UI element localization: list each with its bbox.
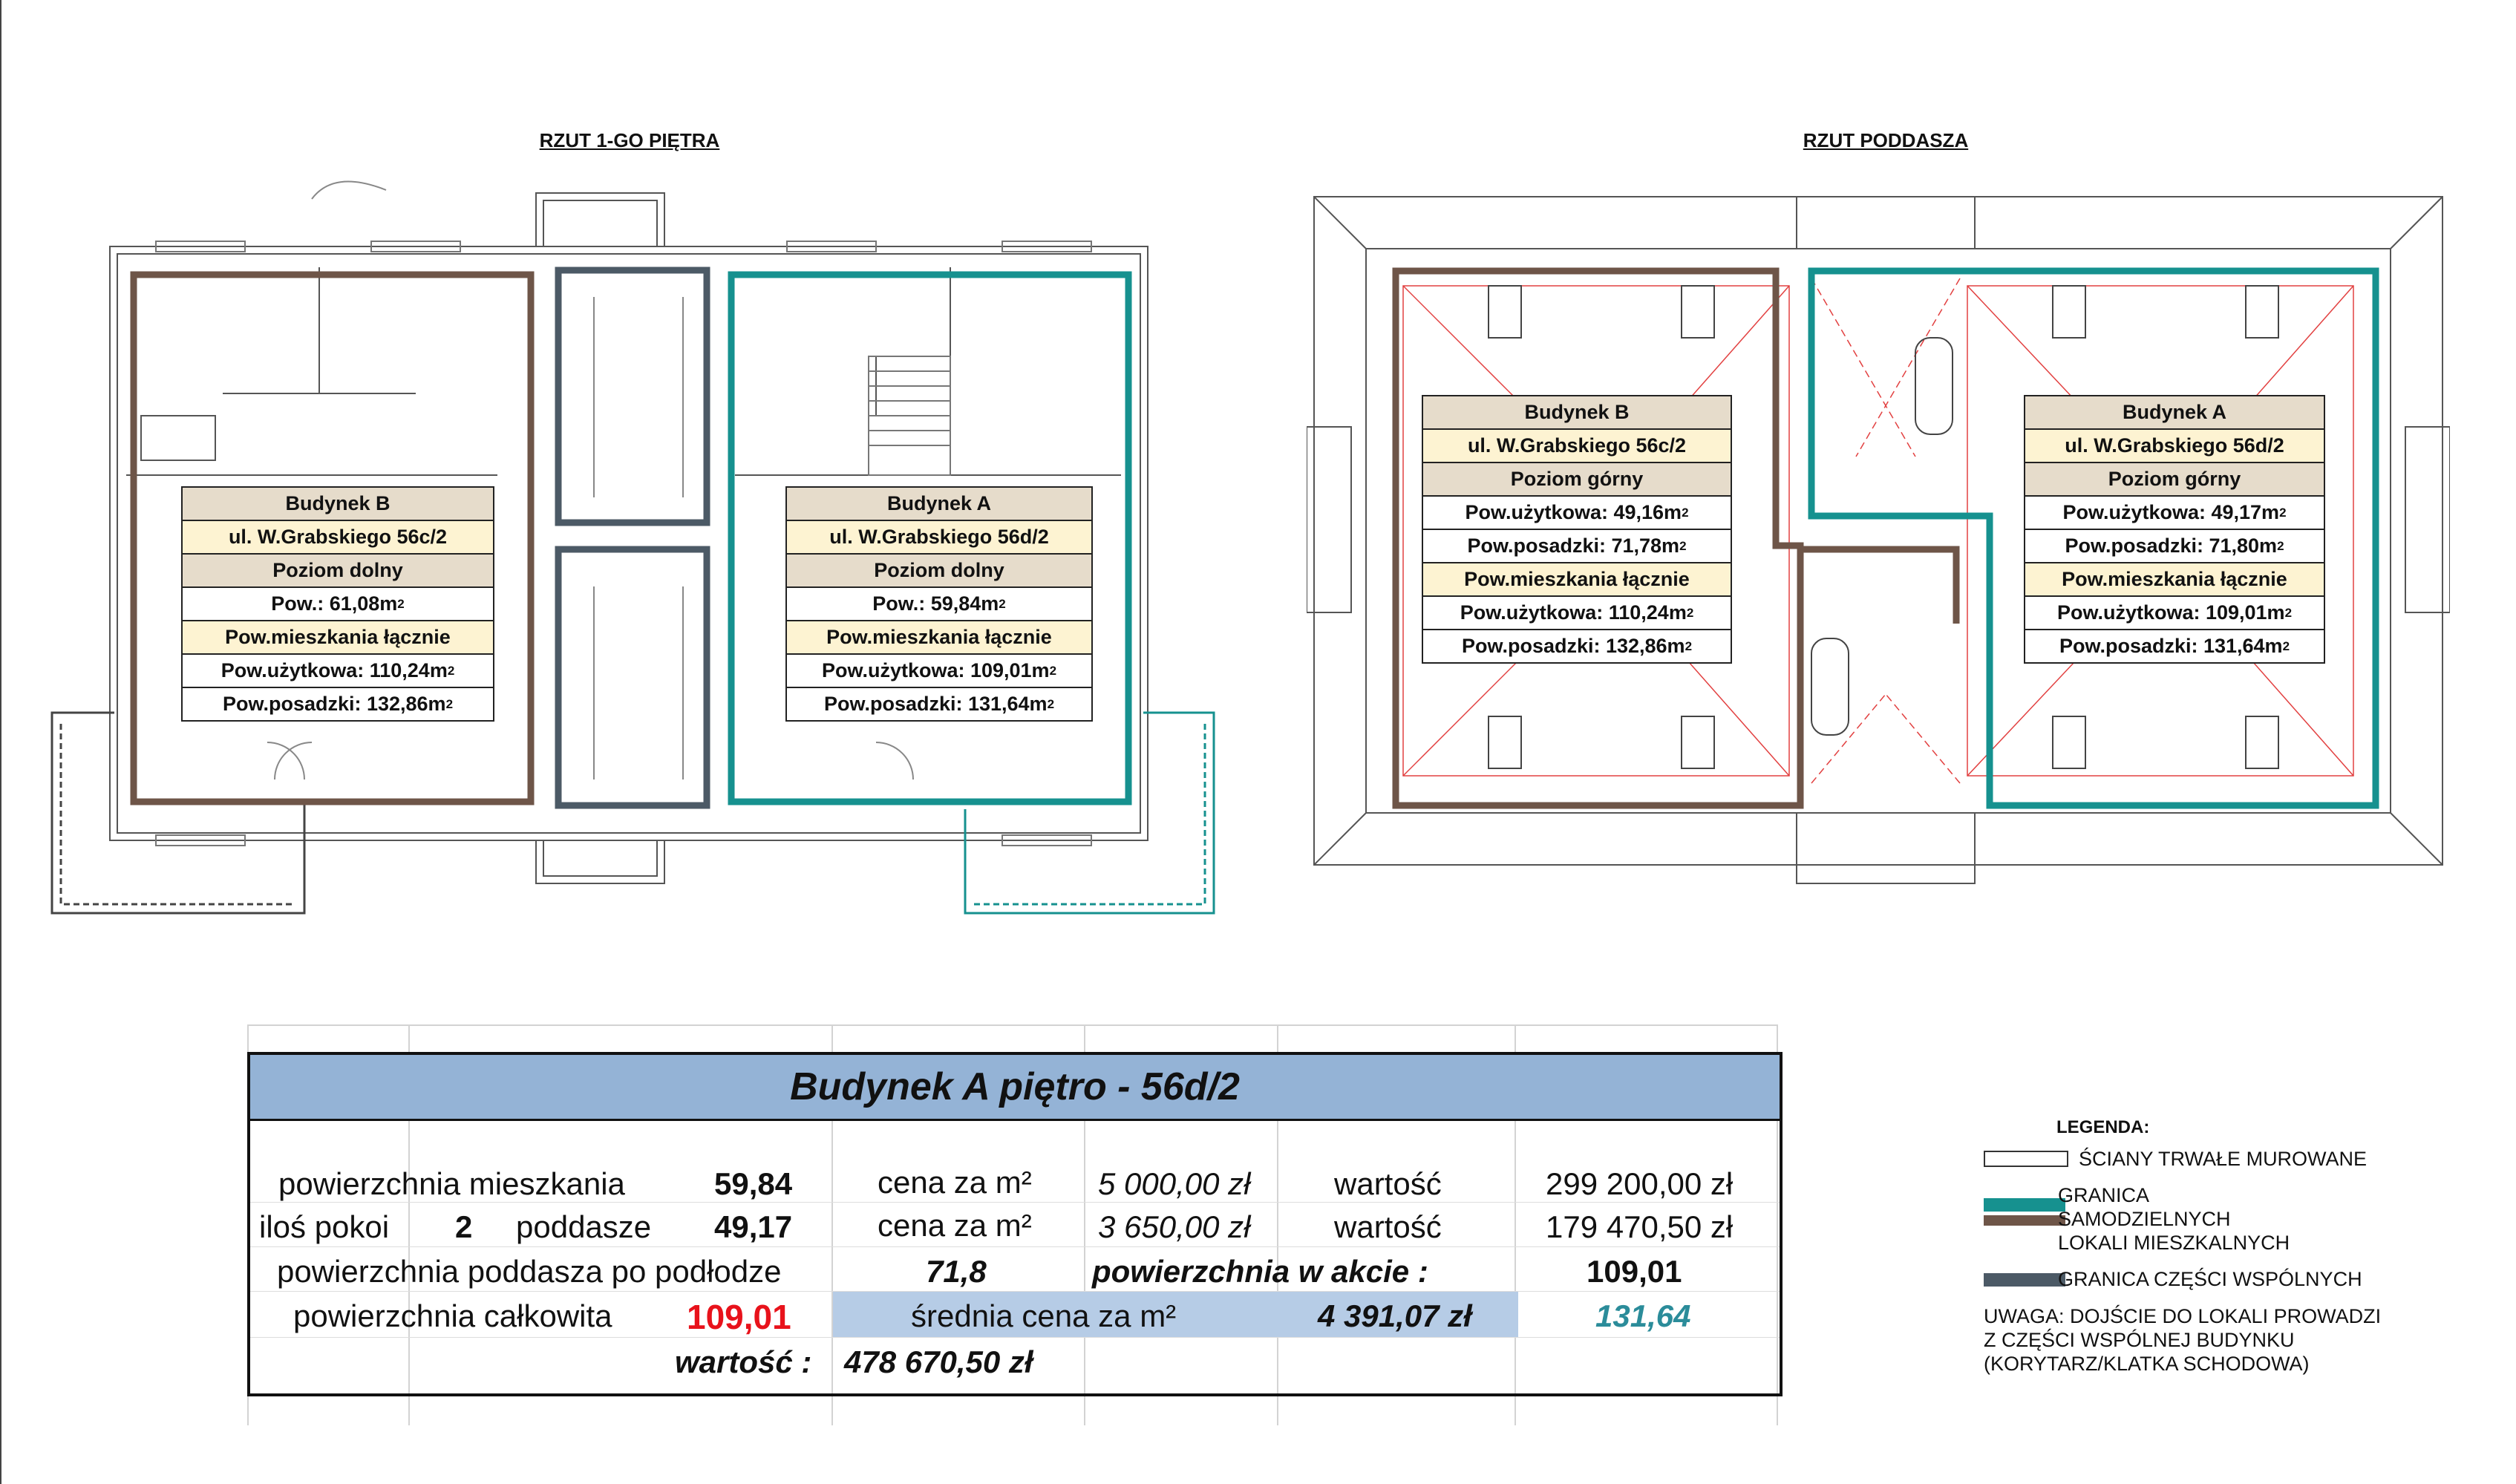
infobox-total-heading-text: Pow.mieszkania łącznie <box>826 626 1052 648</box>
infobox-floor-area <box>787 688 1091 720</box>
infobox-address-text: ul. W.Grabskiego 56d/2 <box>829 526 1049 548</box>
infobox-floor-area-text: Pow.posadzki: 131,64m <box>823 693 1048 715</box>
infobox-usable-attic <box>2025 497 2324 530</box>
sup: 2 <box>1679 538 1687 553</box>
infobox-building-text: Budynek A <box>2122 401 2227 423</box>
sup: 2 <box>1049 663 1057 678</box>
infobox-level-text: Poziom dolny <box>874 559 1004 581</box>
first-floor-title: RZUT 1-GO PIĘTRA <box>539 129 720 151</box>
r1-area: 59,84 <box>714 1166 793 1201</box>
r2-rooms: 2 <box>455 1209 473 1244</box>
r1-price: 5 000,00 zł <box>1098 1166 1251 1201</box>
infobox-usable <box>1423 597 1731 630</box>
infobox-building <box>183 488 493 521</box>
infobox-attic-b <box>1422 395 1732 664</box>
legend-brown-swatch <box>1984 1215 2065 1226</box>
legend-teal-swatch <box>1984 1198 2065 1212</box>
infobox-floor-area-text: Pow.posadzki: 132,86m <box>222 693 446 715</box>
r3-promo-label: powierzchnia w akcie : <box>1092 1254 1428 1289</box>
infobox-area-text: Pow.: 61,08m <box>271 592 398 615</box>
infobox-usable-attic-text: Pow.użytkowa: 49,17m <box>2062 501 2280 523</box>
r2-attic-label: poddasze <box>516 1209 652 1244</box>
infobox-area <box>183 588 493 621</box>
legend-common-swatch <box>1984 1273 2065 1287</box>
grid-line <box>247 1024 1777 1026</box>
sup: 2 <box>1682 505 1689 520</box>
infobox-level <box>1423 463 1731 497</box>
infobox-usable-attic-text: Pow.użytkowa: 49,16m <box>1465 501 1682 523</box>
infobox-address-text: ul. W.Grabskiego 56c/2 <box>228 526 448 548</box>
legend-title: LEGENDA: <box>2056 1117 2150 1137</box>
infobox-address <box>2025 430 2324 463</box>
infobox-area-text: Pow.: 59,84m <box>872 592 999 615</box>
infobox-floor-attic-text: Pow.posadzki: 71,78m <box>1467 535 1680 557</box>
r3-label: powierzchnia poddasza po podłodze <box>277 1254 782 1289</box>
infobox-total-heading <box>2025 563 2324 597</box>
infobox-usable <box>787 655 1091 688</box>
infobox-building-text: Budynek B <box>1524 401 1630 423</box>
r2-price-label: cena za m² <box>878 1208 1032 1243</box>
r4-floor-total: 131,64 <box>1595 1298 1691 1333</box>
infobox-floor-b <box>181 486 494 722</box>
hline <box>250 1337 1780 1338</box>
legend-walls-swatch <box>1984 1151 2068 1167</box>
infobox-total-heading-text: Pow.mieszkania łącznie <box>2062 568 2287 590</box>
infobox-total-heading-text: Pow.mieszkania łącznie <box>1464 568 1690 590</box>
legend-note-2: Z CZĘŚCI WSPÓLNEJ BUDYNKU <box>1984 1329 2295 1351</box>
r2-value: 179 470,50 zł <box>1546 1209 1734 1244</box>
infobox-building-text: Budynek B <box>285 492 391 514</box>
infobox-total-heading <box>787 621 1091 655</box>
sup: 2 <box>999 596 1006 611</box>
infobox-attic-a <box>2024 395 2325 664</box>
infobox-floor-a <box>785 486 1093 722</box>
r4-total: 109,01 <box>687 1298 791 1336</box>
infobox-usable <box>2025 597 2324 630</box>
r5-label: wartość : <box>675 1344 812 1379</box>
sup: 2 <box>1685 638 1693 653</box>
r2-price: 3 650,00 zł <box>1098 1209 1251 1244</box>
sup: 2 <box>445 696 454 711</box>
infobox-usable-text: Pow.użytkowa: 110,24m <box>1460 601 1687 624</box>
infobox-floor-attic-text: Pow.posadzki: 71,80m <box>2065 535 2278 557</box>
infobox-usable-attic <box>1423 497 1731 530</box>
infobox-usable <box>183 655 493 688</box>
legend-boundary-1: GRANICA <box>2058 1184 2150 1206</box>
infobox-building-text: Budynek A <box>886 492 992 514</box>
r4-avg: 4 391,07 zł <box>1318 1298 1472 1333</box>
r1-label: powierzchnia mieszkania <box>278 1166 625 1201</box>
infobox-level <box>787 555 1091 588</box>
legend-common: GRANICA CZĘŚCI WSPÓLNYCH <box>2058 1268 2362 1290</box>
sup: 2 <box>397 596 405 611</box>
sup: 2 <box>2284 605 2293 620</box>
sup: 2 <box>1047 696 1055 711</box>
infobox-level <box>183 555 493 588</box>
infobox-level-text: Poziom górny <box>2108 468 2241 490</box>
legend-note-1: UWAGA: DOJŚCIE DO LOKALI PROWADZI <box>1984 1305 2382 1327</box>
infobox-usable-text: Pow.użytkowa: 109,01m <box>821 659 1050 681</box>
infobox-area <box>787 588 1091 621</box>
r1-price-label: cena za m² <box>878 1165 1032 1200</box>
infobox-floor-area <box>1423 630 1731 662</box>
infobox-level <box>2025 463 2324 497</box>
r5-value: 478 670,50 zł <box>844 1344 1033 1379</box>
summary-table <box>247 1052 1783 1396</box>
r4-label: powierzchnia całkowita <box>293 1298 612 1333</box>
infobox-floor-area <box>2025 630 2324 662</box>
hline <box>250 1246 1780 1247</box>
infobox-address <box>787 521 1091 555</box>
legend-walls: ŚCIANY TRWAŁE MUROWANE <box>2079 1148 2368 1170</box>
infobox-level-text: Poziom dolny <box>272 559 403 581</box>
infobox-total-heading <box>183 621 493 655</box>
infobox-usable-text: Pow.użytkowa: 110,24m <box>220 659 448 681</box>
infobox-floor-attic <box>1423 530 1731 563</box>
sup: 2 <box>2277 538 2284 553</box>
r2-value-label: wartość <box>1334 1209 1442 1244</box>
legend-boundary-3: LOKALI MIESZKALNYCH <box>2058 1232 2290 1254</box>
r1-value: 299 200,00 zł <box>1546 1166 1734 1201</box>
r2-rooms-label: iloś pokoi <box>259 1209 390 1244</box>
r1-value-label: wartość <box>1334 1166 1442 1201</box>
infobox-floor-area <box>183 688 493 720</box>
infobox-floor-attic <box>2025 530 2324 563</box>
page-border-left <box>0 0 1 1484</box>
sup: 2 <box>2279 505 2287 520</box>
infobox-level-text: Poziom górny <box>1510 468 1644 490</box>
infobox-building <box>787 488 1091 521</box>
infobox-building <box>2025 396 2324 430</box>
hline <box>250 1291 1780 1292</box>
infobox-address <box>1423 430 1731 463</box>
infobox-total-heading <box>1423 563 1731 597</box>
r3-area: 71,8 <box>926 1254 987 1289</box>
infobox-floor-area-text: Pow.posadzki: 132,86m <box>1461 635 1685 657</box>
r4-avg-label: średnia cena za m² <box>911 1298 1177 1333</box>
infobox-address-text: ul. W.Grabskiego 56d/2 <box>2065 434 2284 457</box>
sup: 2 <box>447 663 455 678</box>
infobox-total-heading-text: Pow.mieszkania łącznie <box>225 626 451 648</box>
infobox-address-text: ul. W.Grabskiego 56c/2 <box>1467 434 1687 457</box>
infobox-floor-area-text: Pow.posadzki: 131,64m <box>2059 635 2283 657</box>
legend-boundary-2: SAMODZIELNYCH <box>2058 1208 2231 1230</box>
r3-promo: 109,01 <box>1587 1254 1682 1289</box>
hline <box>250 1202 1780 1203</box>
legend-note-3: (KORYTARZ/KLATKA SCHODOWA) <box>1984 1353 2310 1375</box>
infobox-address <box>183 521 493 555</box>
summary-title: Budynek A piętro - 56d/2 <box>250 1055 1780 1121</box>
sup: 2 <box>2282 638 2290 653</box>
infobox-building <box>1423 396 1731 430</box>
sup: 2 <box>1686 605 1694 620</box>
r2-area: 49,17 <box>714 1209 793 1244</box>
attic-title: RZUT PODDASZA <box>1803 129 1969 151</box>
infobox-usable-text: Pow.użytkowa: 109,01m <box>2056 601 2285 624</box>
